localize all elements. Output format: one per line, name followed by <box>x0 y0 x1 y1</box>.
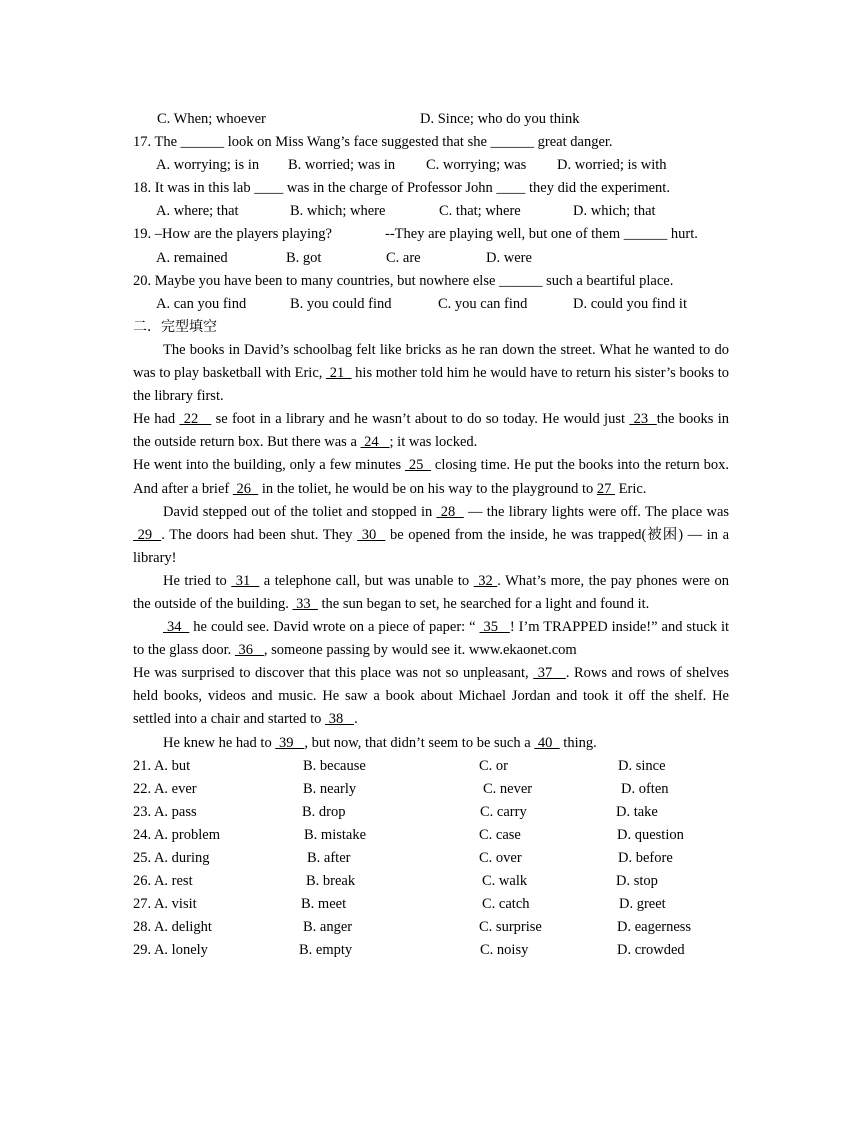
answer-row-24 <box>133 824 729 847</box>
passage-paragraph-2 <box>133 408 729 454</box>
choice-c: C. surprise <box>479 919 542 936</box>
section-2-title: 二．完型填空 <box>133 318 217 335</box>
choice-c: C. over <box>479 850 522 866</box>
answer-choices <box>133 755 729 963</box>
q19-option-c: C. are <box>386 249 421 266</box>
choice-c: C. or <box>479 757 508 774</box>
choice-a: 22. A. ever <box>133 780 197 797</box>
passage-text: The books in David’s schoolbag felt like bricks as he ran down the street. What he wanted to do was to play basketball with Eric, <box>133 341 729 382</box>
blank-28: 28 <box>436 503 464 520</box>
passage-paragraph-3 <box>133 454 729 500</box>
q19-option-b: B. got <box>286 249 322 266</box>
q19-options <box>133 247 729 270</box>
choice-a: 23. A. pass <box>133 803 197 820</box>
q19-option-d: D. were <box>486 249 532 266</box>
passage-paragraph-7 <box>133 662 729 731</box>
choice-c: C. never <box>483 780 533 797</box>
blank-23: 23 <box>629 411 657 428</box>
choice-b: B. empty <box>299 942 353 959</box>
choice-d: D. eagerness <box>617 919 692 936</box>
choice-d: D. crowded <box>617 942 685 959</box>
q16-options <box>133 108 729 131</box>
passage-paragraph-8 <box>133 732 729 755</box>
q17-option-d: D. worried; is with <box>557 157 667 174</box>
choice-b: B. meet <box>301 896 347 913</box>
choice-d: D. often <box>621 780 669 797</box>
answer-row-28 <box>133 916 729 939</box>
choice-b: B. mistake <box>304 826 367 843</box>
q20-option-c: C. you can find <box>438 295 528 312</box>
passage-paragraph-6 <box>133 616 729 662</box>
passage-text: , someone passing by would see it. www.ekaonet.com <box>263 642 577 659</box>
q19-option-a: A. remained <box>156 249 228 266</box>
q19-stem <box>133 223 729 246</box>
passage-text: He went into the building, only a few minutes <box>133 457 405 474</box>
choice-a: 24. A. problem <box>133 826 220 843</box>
q16-option-d: D. Since; who do you think <box>420 111 580 127</box>
blank-26: 26 <box>232 480 259 497</box>
choice-b: B. after <box>307 850 351 866</box>
answer-row-29 <box>133 939 729 962</box>
passage-text: ; it was locked. <box>389 434 478 451</box>
q17-option-c: C. worrying; was <box>426 157 527 174</box>
passage-text: his mother told him he would have to return his sister’s books to the library first. <box>133 365 729 405</box>
choice-b: B. because <box>303 757 366 774</box>
passage-text: thing. <box>559 734 597 751</box>
choice-c: C. carry <box>480 803 527 820</box>
q18-option-d: D. which; that <box>573 203 656 220</box>
passage-text: He was surprised to discover that this place was not so unpleasant, <box>133 665 534 682</box>
choice-d: D. greet <box>619 896 666 913</box>
passage-text: a telephone call, but was unable to <box>259 572 474 589</box>
answer-row-26 <box>133 870 729 893</box>
blank-38: 38 <box>325 711 355 728</box>
q20-option-d: D. could you find it <box>573 295 687 312</box>
q17-option-b: B. worried; was in <box>288 157 396 174</box>
q19-stem-answer: --They are playing well, but one of them ______ hurt. <box>385 226 698 243</box>
blank-31: 31 <box>231 572 260 589</box>
q20-option-b: B. you could find <box>290 295 392 312</box>
blank-40: 40 <box>534 734 560 751</box>
q20-stem: 20. Maybe you have been to many countries, but nowhere else ______ such a beartiful place. <box>133 272 674 289</box>
q18-option-c: C. that; where <box>439 203 521 220</box>
choice-d: D. before <box>618 850 673 866</box>
passage-text: se foot in a library and he wasn’t about to do so today. He would just <box>211 411 630 428</box>
passage-text: He tried to <box>163 572 232 589</box>
passage-text: . What’s more, the pay phones were on the outside of the building. <box>133 572 730 612</box>
q18-stem: 18. It was in this lab ____ was in the charge of Professor John ____ they did the experiment. <box>133 180 670 197</box>
q18-option-b: B. which; where <box>290 203 386 220</box>
blank-24: 24 <box>360 434 390 451</box>
answer-row-25 <box>133 847 729 870</box>
blank-29: 29 <box>133 526 162 543</box>
passage-text: He had <box>133 411 180 428</box>
blank-33: 33 <box>292 595 318 612</box>
passage-text: He knew he had to <box>163 734 276 751</box>
blank-37: 37 <box>533 665 566 682</box>
choice-b: B. break <box>306 873 356 890</box>
passage-text: — the library lights were off. The place was <box>463 503 730 520</box>
q20-options <box>133 293 729 316</box>
blank-30: 30 <box>357 526 386 543</box>
passage-paragraph-1 <box>133 339 729 408</box>
passage-text: , but now, that didn’t seem to be such a <box>304 734 535 751</box>
choice-a: 26. A. rest <box>133 873 193 890</box>
passage-text: the books in the outside return box. But there was a <box>133 411 730 451</box>
q17-stem: 17. The ______ look on Miss Wang’s face suggested that she ______ great danger. <box>133 134 613 151</box>
choice-b: B. anger <box>303 919 353 936</box>
choice-c: C. noisy <box>480 942 529 959</box>
blank-32: 32 <box>473 572 498 589</box>
choice-d: D. stop <box>616 873 658 890</box>
blank-27: 27 <box>596 480 616 497</box>
blank-25: 25 <box>404 457 432 474</box>
blank-34: 34 <box>163 619 190 636</box>
passage-paragraph-4 <box>133 501 729 570</box>
q18-option-a: A. where; that <box>156 203 239 220</box>
passage-text: . <box>354 711 358 728</box>
document-page <box>133 108 729 962</box>
choice-c: C. walk <box>482 873 528 890</box>
passage-text: in the toliet, he would be on his way to the playground to <box>258 480 597 497</box>
passage-text: . Rows and rows of shelves held books, videos and music. He saw a book about Michael Jordan and took it off the shelf. He settled into a chair and started to <box>133 665 729 728</box>
choice-a: 29. A. lonely <box>133 942 208 959</box>
passage-paragraph-5 <box>133 570 729 616</box>
choice-c: C. case <box>479 826 521 843</box>
choice-c: C. catch <box>482 896 530 913</box>
choice-b: B. drop <box>302 803 346 820</box>
answer-row-21 <box>133 755 729 778</box>
q17-options <box>133 154 729 177</box>
passage-text: ! I’m TRAPPED inside!” and stuck it to the glass door. <box>133 619 730 659</box>
q19-stem-question: 19. –How are the players playing? <box>133 226 332 243</box>
answer-row-22 <box>133 778 729 801</box>
choice-d: D. question <box>617 826 684 843</box>
blank-39: 39 <box>275 734 305 751</box>
q18-options <box>133 200 729 223</box>
passage-text: . The doors had been shut. They <box>161 526 358 543</box>
choice-d: D. since <box>618 757 666 774</box>
q17-option-a: A. worrying; is in <box>156 157 260 174</box>
passage-text: closing time. He put the books into the return box. And after a brief <box>133 457 730 497</box>
blank-22: 22 <box>179 411 212 428</box>
choice-a: 27. A. visit <box>133 896 197 913</box>
passage-text: be opened from the inside, he was trapped(被困) — in a library! <box>133 526 730 566</box>
answer-row-27 <box>133 893 729 916</box>
choice-a: 28. A. delight <box>133 919 212 936</box>
passage-text: the sun began to set, he searched for a light and found it. <box>317 595 650 612</box>
passage-text: David stepped out of the toliet and stopped in <box>163 503 437 520</box>
choice-d: D. take <box>616 803 658 820</box>
answer-row-23 <box>133 801 729 824</box>
passage-text: he could see. David wrote on a piece of paper: “ <box>189 619 480 636</box>
choice-b: B. nearly <box>303 780 357 797</box>
q20-option-a: A. can you find <box>156 295 247 312</box>
blank-21: 21 <box>326 365 352 382</box>
choice-a: 21. A. but <box>133 757 191 774</box>
q16-option-c: C. When; whoever <box>157 111 266 127</box>
blank-36: 36 <box>234 642 264 659</box>
blank-35: 35 <box>479 619 510 636</box>
choice-a: 25. A. during <box>133 850 210 866</box>
passage-text: Eric. <box>615 480 647 497</box>
